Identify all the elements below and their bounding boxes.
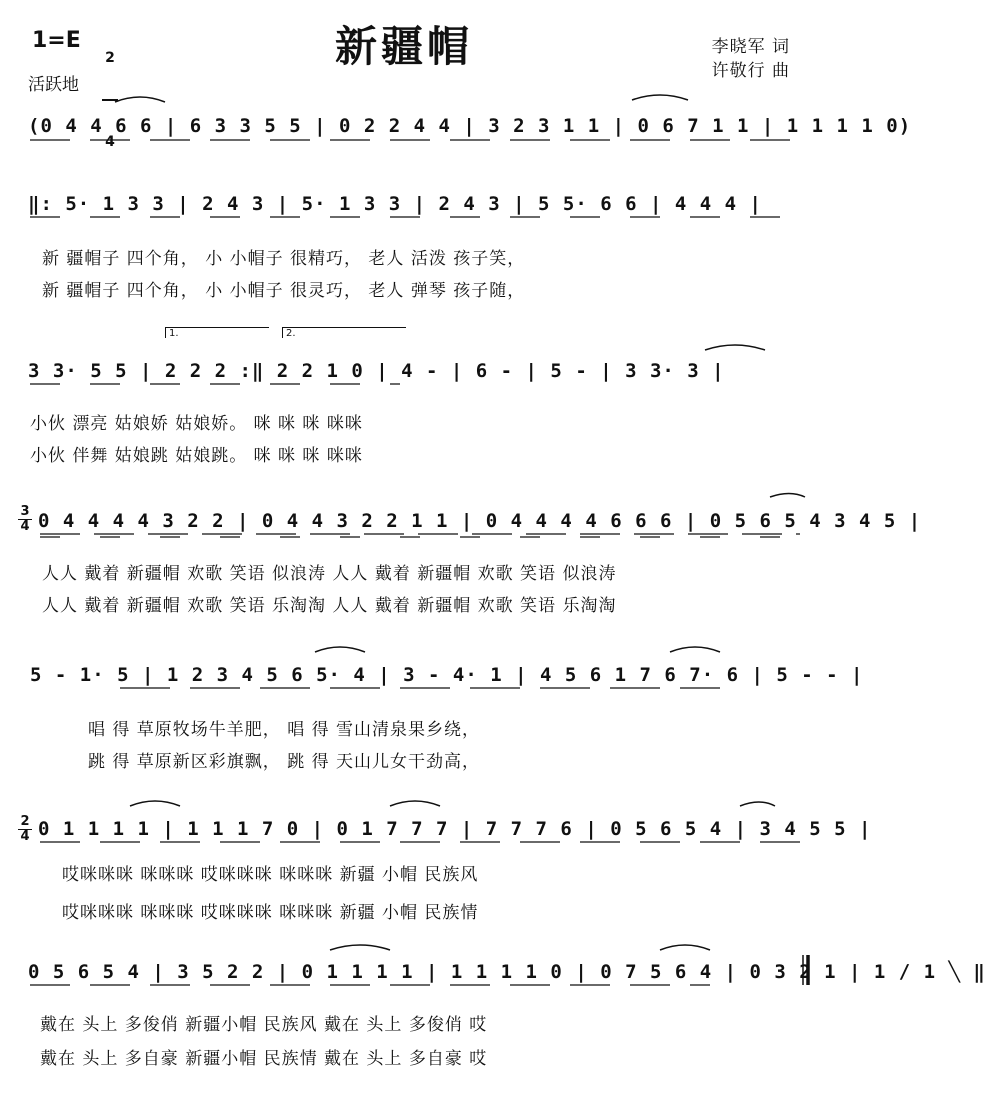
key-signature: 1=E <box>32 28 81 53</box>
slur-mark <box>130 801 180 806</box>
lyricist-credit: 李晓军 词 <box>711 37 790 57</box>
lyric-system-7-verse-2: 戴在 头上 多自豪 新疆小帽 民族情 戴在 头上 多自豪 哎 <box>40 1049 488 1069</box>
lyric-system-5-verse-2: 跳 得 草原新区彩旗飘， 跳 得 天山儿女干劲高， <box>88 752 481 772</box>
notes-system-1: (0 4 4 6 6 | 6 3 3 5 5 | 0 2 2 4 4 | 3 2 3 1 1 | 0 6 7 1 1 | 1 1 1 1 0) <box>28 115 912 137</box>
slur-mark <box>740 802 775 806</box>
slur-mark <box>705 345 765 350</box>
lyric-system-4-verse-1: 人人 戴着 新疆帽 欢歌 笑语 似浪涛 人人 戴着 新疆帽 欢歌 笑语 似浪涛 <box>42 564 617 584</box>
tsig-2-4-bottom: 4 <box>20 829 30 844</box>
slur-mark <box>770 494 805 498</box>
volta-1-label: 1. <box>169 328 179 339</box>
notes-system-2: ‖: 5· 1 3 3 | 2 4 3 | 5· 1 3 3 | 2 4 3 | 5 5· 6 6 | 4 4 4 | <box>28 193 762 215</box>
notes-system-7: 0 5 6 5 4 | 3 5 2 2 | 0 1 1 1 1 | 1 1 1 1 0 | 0 7 5 6 4 | 0 3 2 1 | 1 ∕ 1 ╲ ‖ <box>28 961 986 983</box>
notes-system-3: 3 3· 5 5 | 2 2 2 :‖ 2 2 1 0 | 4 - | 6 - | 5 - | 3 3· 3 | <box>28 360 725 382</box>
lyric-system-7-verse-1: 戴在 头上 多俊俏 新疆小帽 民族风 戴在 头上 多俊俏 哎 <box>40 1015 488 1035</box>
slur-mark <box>660 945 710 950</box>
time-top: 2 <box>105 50 115 66</box>
slur-mark <box>670 647 720 652</box>
tsig-3-4-bottom: 4 <box>20 519 30 534</box>
slur-mark <box>330 945 390 950</box>
tsig-2-4-top: 2 <box>20 814 30 829</box>
lyric-system-6-verse-1: 哎咪咪咪 咪咪咪 哎咪咪咪 咪咪咪 新疆 小帽 民族风 <box>62 865 479 885</box>
time-bottom: 4 <box>105 134 115 150</box>
slur-mark <box>315 647 365 652</box>
lyric-system-4-verse-2: 人人 戴着 新疆帽 欢歌 笑语 乐淘淘 人人 戴着 新疆帽 欢歌 笑语 乐淘淘 <box>42 596 617 616</box>
notes-system-4: 0 4 4 4 4 3 2 2 | 0 4 4 3 2 2 1 1 | 0 4 4 4 4 6 6 6 | 0 5 6 5 4 3 4 5 | <box>38 510 922 532</box>
lyric-system-6-verse-2: 哎咪咪咪 咪咪咪 哎咪咪咪 咪咪咪 新疆 小帽 民族情 <box>62 903 479 923</box>
slur-mark <box>632 95 688 100</box>
notes-system-6: 0 1 1 1 1 | 1 1 1 7 0 | 0 1 7 7 7 | 7 7 7 6 | 0 5 6 5 4 | 3 4 5 5 | <box>38 818 872 840</box>
notes-system-5: 5 - 1· 5 | 1 2 3 4 5 6 5· 4 | 3 - 4· 1 | 4 5 6 1 7 6 7· 6 | 5 - - | <box>30 664 864 686</box>
tempo-marking: 活跃地 <box>28 75 79 95</box>
lyric-system-2-verse-2: 新 疆帽子 四个角， 小 小帽子 很灵巧， 老人 弹琴 孩子随， <box>42 281 526 301</box>
lyric-system-5-verse-1: 唱 得 草原牧场牛羊肥， 唱 得 雪山清泉果乡绕， <box>88 720 481 740</box>
lyric-system-3-verse-2: 小伙 伴舞 姑娘跳 姑娘跳。 咪 咪 咪 咪咪 <box>30 446 363 466</box>
volta-2-label: 2. <box>286 328 296 339</box>
lyric-system-3-verse-1: 小伙 漂亮 姑娘娇 姑娘娇。 咪 咪 咪 咪咪 <box>30 414 363 434</box>
song-title: 新疆帽 <box>335 22 474 71</box>
slur-mark <box>390 801 440 806</box>
tsig-3-4-top: 3 <box>20 504 30 519</box>
lyric-system-2-verse-1: 新 疆帽子 四个角， 小 小帽子 很精巧， 老人 活泼 孩子笑， <box>42 249 526 269</box>
composer-credit: 许敬行 曲 <box>711 61 790 81</box>
slur-mark <box>115 97 165 102</box>
